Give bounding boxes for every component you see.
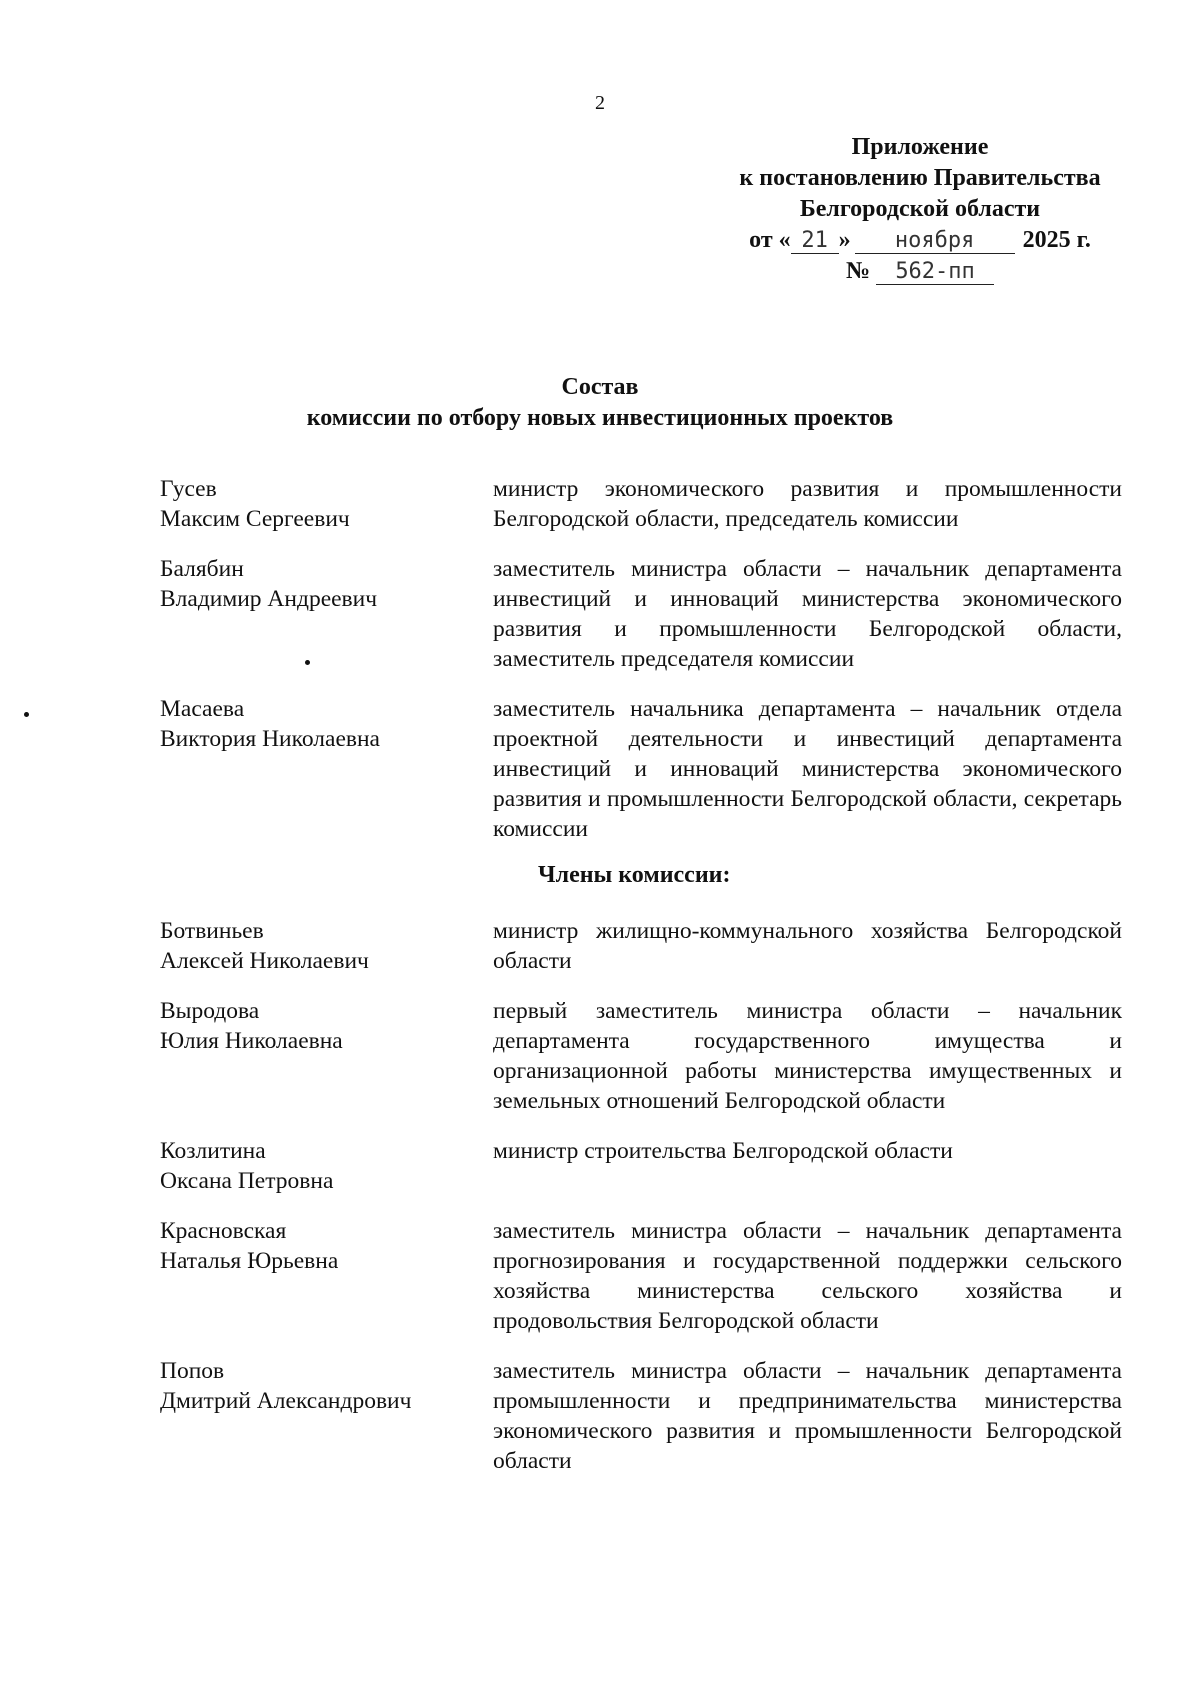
member-given-names: Максим Сергеевич bbox=[160, 506, 350, 532]
member-name bbox=[160, 694, 493, 844]
commission-member-row bbox=[160, 1356, 1122, 1476]
title-line-1: Состав bbox=[561, 374, 639, 400]
member-name bbox=[160, 554, 493, 674]
member-surname: Попов bbox=[160, 1358, 225, 1384]
document-title bbox=[0, 372, 1200, 434]
member-role: заместитель министра области – начальник департамента промышленности и предпринимательства министерства экономического развития и промышленности Белгородской области bbox=[493, 1358, 1122, 1474]
scan-speck bbox=[24, 712, 29, 717]
appendix-date bbox=[700, 225, 1140, 256]
member-surname: Выродова bbox=[160, 998, 260, 1024]
appendix-region: Белгородской области bbox=[799, 196, 1041, 222]
page-number: 2 bbox=[595, 92, 605, 114]
member-surname: Масаева bbox=[160, 696, 245, 722]
member-role: заместитель министра области – начальник департамента инвестиций и инноваций министерства экономического развития и промышленности Белгородской области, заместитель председателя комиссии bbox=[493, 556, 1122, 672]
date-year: 2025 г. bbox=[1022, 227, 1091, 253]
members-heading: Члены комиссии: bbox=[538, 862, 731, 888]
appendix-title: Приложение bbox=[851, 134, 989, 160]
member-role: министр жилищно-коммунального хозяйства Белгородской области bbox=[493, 918, 1122, 974]
member-name bbox=[160, 996, 493, 1116]
commission-member-row bbox=[160, 996, 1122, 1116]
member-given-names: Юлия Николаевна bbox=[160, 1028, 343, 1054]
appendix-number bbox=[700, 256, 1140, 287]
member-surname: Ботвиньев bbox=[160, 918, 264, 944]
title-line-2: комиссии по отбору новых инвестиционных проектов bbox=[306, 405, 894, 431]
member-role: заместитель министра области – начальник департамента прогнозирования и государственной поддержки сельского хозяйства министерства сельского хозяйства и продовольствия Белгородской области bbox=[493, 1218, 1122, 1334]
commission-member-row bbox=[160, 1136, 1122, 1196]
commission-member-row bbox=[160, 554, 1122, 674]
member-name bbox=[160, 1136, 493, 1196]
member-surname: Козлитина bbox=[160, 1138, 266, 1164]
member-given-names: Оксана Петровна bbox=[160, 1168, 334, 1194]
member-role: министр экономического развития и промышленности Белгородской области, председатель комиссии bbox=[493, 476, 1122, 532]
member-role: министр строительства Белгородской области bbox=[493, 1138, 953, 1164]
commission-member-row bbox=[160, 474, 1122, 534]
member-name bbox=[160, 1216, 493, 1336]
commission-member-row bbox=[160, 916, 1122, 976]
member-given-names: Наталья Юрьевна bbox=[160, 1248, 339, 1274]
member-role: первый заместитель министра области – начальник департамента государственного имущества и организационной работы министерства имущественных и земельных отношений Белгородской области bbox=[493, 998, 1122, 1114]
member-name bbox=[160, 474, 493, 534]
scan-speck bbox=[305, 660, 310, 665]
member-given-names: Алексей Николаевич bbox=[160, 948, 369, 974]
member-given-names: Владимир Андреевич bbox=[160, 586, 378, 612]
date-prefix: от « bbox=[749, 227, 791, 253]
member-surname: Балябин bbox=[160, 556, 244, 582]
member-surname: Гусев bbox=[160, 476, 217, 502]
date-day: 21 bbox=[791, 229, 839, 254]
member-role: заместитель начальника департамента – начальник отдела проектной деятельности и инвестиций департамента инвестиций и инноваций министерства экономического развития и промышленности Белгородской области, секретарь комиссии bbox=[493, 696, 1122, 842]
document-number: 562-пп bbox=[876, 260, 994, 285]
member-given-names: Дмитрий Александрович bbox=[160, 1388, 412, 1414]
date-day-close: » bbox=[838, 227, 851, 253]
commission-member-row bbox=[160, 694, 1122, 844]
appendix-resolution-ref: к постановлению Правительства bbox=[739, 165, 1101, 191]
number-prefix: № bbox=[845, 258, 871, 284]
member-name bbox=[160, 916, 493, 976]
commission-list bbox=[160, 474, 1122, 1476]
member-given-names: Виктория Николаевна bbox=[160, 726, 380, 752]
date-month: ноября bbox=[855, 229, 1015, 254]
member-name bbox=[160, 1356, 493, 1476]
commission-member-row bbox=[160, 1216, 1122, 1336]
member-surname: Красновская bbox=[160, 1218, 287, 1244]
appendix-header bbox=[700, 132, 1140, 287]
